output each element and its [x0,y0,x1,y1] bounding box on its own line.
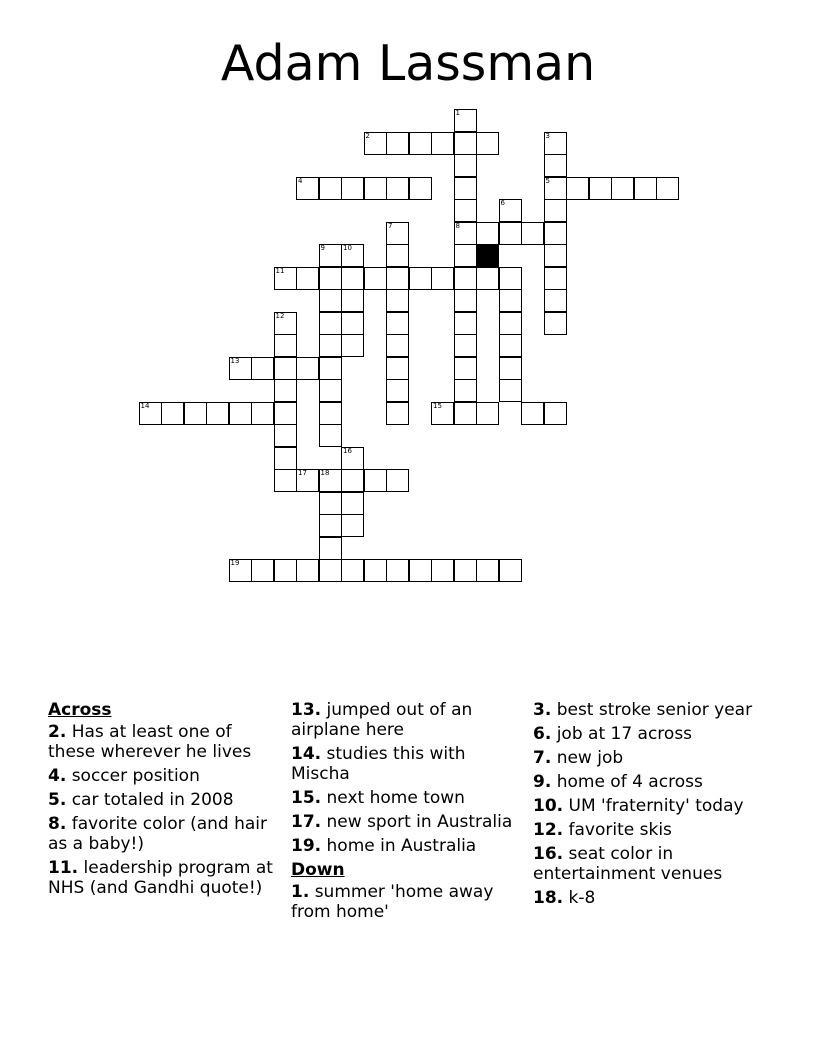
grid-cell[interactable] [386,244,409,267]
grid-cell[interactable] [454,402,477,425]
grid-cell[interactable] [274,357,297,380]
grid-cell[interactable] [499,357,522,380]
grid-cell[interactable] [454,267,477,290]
grid-cell[interactable] [544,177,567,200]
clue-item [533,724,769,744]
clue-item-number: 6. [533,724,552,744]
grid-cell[interactable] [364,559,387,582]
grid-cell[interactable] [296,357,319,380]
clue-number: 7 [388,221,393,230]
grid-cell[interactable] [341,177,364,200]
clue-item-text: UM 'fraternity' today [568,796,744,816]
puzzle-title: Adam Lassman [220,35,596,92]
grid-block [476,244,499,267]
clue-item [533,772,769,792]
grid-cell[interactable] [431,267,454,290]
grid-cell[interactable] [454,109,477,132]
grid-cell[interactable] [319,289,342,312]
clue-item-number: 12. [533,820,564,840]
grid-cell[interactable] [544,267,567,290]
grid-cell[interactable] [454,312,477,335]
clue-item [291,812,527,832]
across-header: Across [48,700,112,720]
grid-cell[interactable] [319,559,342,582]
clue-number: 6 [500,199,505,207]
clue-item-text: favorite skis [568,820,672,840]
clue-item-text: job at 17 across [556,724,693,744]
grid-cell[interactable] [341,469,364,492]
clue-item-text: favorite color (and hair as a baby!) [48,814,267,854]
clue-number: 8 [455,221,460,230]
grid-cell[interactable] [341,514,364,537]
clue-item-number: 9. [533,772,552,792]
grid-cell[interactable] [454,559,477,582]
grid-cell[interactable] [341,289,364,312]
grid-cell[interactable] [319,312,342,335]
grid-cell[interactable] [319,177,342,200]
grid-cell[interactable] [319,402,342,425]
grid-cell[interactable] [319,244,342,267]
grid-cell[interactable] [476,132,499,155]
clue-item [48,766,284,786]
grid-cell[interactable] [476,222,499,245]
grid-cell[interactable] [499,379,522,402]
clue-item-text: jumped out of an airplane here [291,700,473,740]
clue-number: 11 [275,266,285,275]
clue-number: 18 [320,469,330,477]
grid-cell[interactable] [409,267,432,290]
clue-item-text: summer 'home away from home' [291,882,494,922]
clue-item [291,836,527,856]
clue-item-number: 17. [291,812,322,832]
grid-cell[interactable] [386,469,409,492]
grid-cell[interactable] [454,334,477,357]
clue-number: 5 [545,176,550,185]
grid-cell[interactable] [274,424,297,447]
grid-cell[interactable] [544,289,567,312]
clue-item-number: 11. [48,858,79,878]
grid-cell[interactable] [386,334,409,357]
clue-item-number: 14. [291,744,322,764]
clue-item-number: 1. [291,882,310,902]
grid-cell[interactable] [319,469,342,492]
grid-cell[interactable] [499,267,522,290]
clue-item-number: 5. [48,790,67,810]
grid-cell[interactable] [566,177,589,200]
grid-cell[interactable] [184,402,207,425]
grid-cell[interactable] [386,559,409,582]
grid-cell[interactable] [319,424,342,447]
grid-cell[interactable] [386,402,409,425]
clues-column-3 [533,700,769,912]
grid-cell[interactable] [341,447,364,470]
clues-column-1 [48,700,284,902]
clue-number: 15 [433,401,442,410]
clue-item-text: new job [556,748,624,768]
clue-item-number: 16. [533,844,564,864]
grid-cell[interactable] [454,244,477,267]
clue-item [48,814,284,854]
grid-cell[interactable] [544,402,567,425]
grid-cell[interactable] [611,177,634,200]
grid-cell[interactable] [499,312,522,335]
grid-cell[interactable] [251,357,274,380]
clue-number: 16 [343,446,352,455]
grid-cell[interactable] [364,177,387,200]
grid-cell[interactable] [544,244,567,267]
clue-item [533,748,769,768]
grid-cell[interactable] [139,402,162,425]
clue-item [533,820,769,840]
grid-cell[interactable] [274,469,297,492]
grid-cell[interactable] [476,402,499,425]
clue-item-number: 13. [291,700,322,720]
grid-cell[interactable] [274,447,297,470]
clue-item-number: 8. [48,814,67,834]
grid-cell[interactable] [319,492,342,515]
grid-cell[interactable] [544,154,567,177]
clue-number: 2 [365,131,370,140]
clue-item-text: new sport in Australia [326,812,513,832]
clue-item-text: next home town [326,788,465,808]
grid-cell[interactable] [431,559,454,582]
clue-number: 3 [545,131,550,140]
grid-cell[interactable] [296,469,319,492]
clue-item-text: studies this with Mischa [291,744,466,784]
clue-item [291,744,527,784]
clue-item-text: Has at least one of these wherever he lives [48,722,252,762]
grid-cell[interactable] [274,379,297,402]
grid-cell[interactable] [341,492,364,515]
grid-cell[interactable] [544,132,567,155]
grid-cell[interactable] [296,177,319,200]
clue-item [533,700,769,720]
clue-item [533,796,769,816]
grid-cell[interactable] [319,379,342,402]
clue-item-text: home in Australia [326,836,477,856]
down-header: Down [291,860,345,880]
grid-cell[interactable] [386,222,409,245]
grid-cell[interactable] [476,559,499,582]
clue-number: 1 [455,109,460,117]
clue-item-number: 10. [533,796,564,816]
grid-cell[interactable] [274,267,297,290]
grid-cell[interactable] [229,357,252,380]
grid-cell[interactable] [319,267,342,290]
grid-cell[interactable] [634,177,657,200]
grid-cell[interactable] [454,154,477,177]
clue-number: 12 [275,311,285,320]
grid-cell[interactable] [229,559,252,582]
grid-cell[interactable] [454,199,477,222]
grid-cell[interactable] [229,402,252,425]
clue-item-number: 18. [533,888,564,908]
grid-cell[interactable] [251,559,274,582]
clue-item [48,790,284,810]
clue-item-text: seat color in entertainment venues [533,844,723,884]
grid-cell[interactable] [409,132,432,155]
grid-cell[interactable] [454,177,477,200]
clue-item [533,888,769,908]
clue-item-number: 3. [533,700,552,720]
clue-item-text: leadership program at NHS (and Gandhi quote!) [48,858,273,898]
clue-item [291,882,527,922]
grid-cell[interactable] [386,312,409,335]
grid-cell[interactable] [296,267,319,290]
grid-cell[interactable] [386,357,409,380]
grid-cell[interactable] [454,289,477,312]
grid-cell[interactable] [499,199,522,222]
grid-cell[interactable] [544,312,567,335]
clue-item [48,722,284,762]
grid-cell[interactable] [499,222,522,245]
grid-cell[interactable] [499,334,522,357]
grid-cell[interactable] [274,312,297,335]
grid-cell[interactable] [544,222,567,245]
grid-cell[interactable] [431,132,454,155]
clue-number: 4 [298,176,303,185]
grid-cell[interactable] [454,379,477,402]
clue-item-text: car totaled in 2008 [71,790,234,810]
grid-cell[interactable] [319,334,342,357]
grid-cell[interactable] [161,402,184,425]
clue-item-number: 19. [291,836,322,856]
clue-item-number: 4. [48,766,67,786]
grid-cell[interactable] [206,402,229,425]
grid-cell[interactable] [544,199,567,222]
clue-number: 10 [343,244,352,252]
clue-item-number: 2. [48,722,67,742]
grid-cell[interactable] [364,132,387,155]
grid-cell[interactable] [296,559,319,582]
grid-cell[interactable] [386,132,409,155]
grid-cell[interactable] [251,402,274,425]
grid-cell[interactable] [274,402,297,425]
grid-cell[interactable] [364,469,387,492]
clue-item-text: soccer position [71,766,200,786]
clues-column-2 [291,700,527,926]
clue-item-text: k-8 [568,888,596,908]
clue-item-number: 15. [291,788,322,808]
grid-cell[interactable] [386,289,409,312]
clue-number: 9 [320,244,325,252]
grid-cell[interactable] [341,267,364,290]
grid-cell[interactable] [341,559,364,582]
grid-cell[interactable] [386,267,409,290]
grid-cell[interactable] [341,334,364,357]
clue-item-text: home of 4 across [556,772,703,792]
grid-cell[interactable] [341,244,364,267]
grid-cell[interactable] [499,559,522,582]
grid-cell[interactable] [319,537,342,560]
grid-cell[interactable] [521,402,544,425]
grid-cell[interactable] [409,177,432,200]
grid-cell[interactable] [409,559,432,582]
grid-cell[interactable] [364,267,387,290]
grid-cell[interactable] [319,514,342,537]
clue-item-number: 7. [533,748,552,768]
clue-number: 19 [230,559,240,567]
grid-cell[interactable] [274,559,297,582]
clue-number: 17 [298,469,307,477]
grid-cell[interactable] [386,177,409,200]
clue-item-text: best stroke senior year [556,700,753,720]
clue-item [291,700,527,740]
clue-item [291,788,527,808]
grid-cell[interactable] [589,177,612,200]
grid-cell[interactable] [431,402,454,425]
grid-cell[interactable] [521,222,544,245]
grid-cell[interactable] [341,312,364,335]
grid-cell[interactable] [386,379,409,402]
clue-number: 13 [230,356,240,365]
grid-cell[interactable] [656,177,679,200]
grid-cell[interactable] [476,267,499,290]
clue-item [533,844,769,884]
grid-cell[interactable] [499,289,522,312]
grid-cell[interactable] [274,334,297,357]
grid-cell[interactable] [454,222,477,245]
grid-cell[interactable] [454,132,477,155]
grid-cell[interactable] [319,357,342,380]
clue-number: 14 [140,401,150,410]
clue-item [48,858,284,898]
grid-cell[interactable] [454,357,477,380]
